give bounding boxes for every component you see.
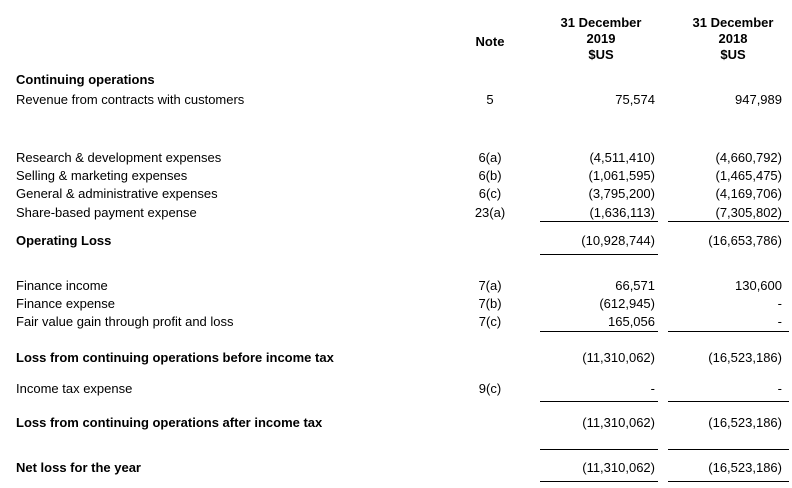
row-label-finance-expense: Finance expense xyxy=(16,296,116,311)
header-2019-currency: $US xyxy=(588,47,614,62)
row-label-selling-marketing: Selling & marketing expenses xyxy=(16,168,188,183)
row-value-2018-net-loss: (16,523,186) xyxy=(708,460,782,475)
row-value-2019-revenue: 75,574 xyxy=(615,92,655,107)
row-value-2018-revenue: 947,989 xyxy=(735,92,782,107)
row-value-2019-fair-value-gain: 165,056 xyxy=(608,314,655,329)
row-value-2019-selling-marketing: (1,061,595) xyxy=(588,168,655,183)
header-2019-year: 2019 xyxy=(586,31,616,46)
subtotal-rule-2018-operating xyxy=(668,221,789,222)
row-value-2019-research-development: (4,511,410) xyxy=(589,150,655,165)
row-note-selling-marketing: 6(b) xyxy=(478,168,502,183)
row-value-2018-finance-expense: - xyxy=(777,296,782,311)
row-value-2018-share-based-payment: (7,305,802) xyxy=(715,205,782,220)
row-value-2018-research-development: (4,660,792) xyxy=(715,150,782,165)
row-value-2018-loss-before-tax: (16,523,186) xyxy=(708,350,782,365)
row-value-2018-general-administrative: (4,169,706) xyxy=(715,186,782,201)
subtotal-rule-2018-net-loss xyxy=(668,449,789,450)
row-note-share-based-payment: 23(a) xyxy=(474,205,506,220)
subtotal-rule-2019-before-tax xyxy=(540,331,658,332)
row-value-2019-loss-before-tax: (11,310,062) xyxy=(582,350,655,365)
row-label-finance-income: Finance income xyxy=(16,278,108,293)
subtotal-rule-2018-before-tax xyxy=(668,331,789,332)
row-note-general-administrative: 6(c) xyxy=(478,186,502,201)
row-label-general-administrative: General & administrative expenses xyxy=(16,186,218,201)
row-value-2018-fair-value-gain: - xyxy=(777,314,782,329)
row-note-fair-value-gain: 7(c) xyxy=(478,314,502,329)
section-heading-continuing-operations: Continuing operations xyxy=(16,72,155,87)
row-value-2019-finance-income: 66,571 xyxy=(615,278,655,293)
row-value-2019-general-administrative: (3,795,200) xyxy=(588,186,655,201)
row-label-share-based-payment: Share-based payment expense xyxy=(16,205,197,220)
row-note-income-tax: 9(c) xyxy=(478,381,502,396)
subtotal-rule-2018-after-tax xyxy=(668,401,789,402)
subtotal-rule-2019-net-loss xyxy=(540,449,658,450)
header-2018-line1: 31 December xyxy=(692,15,774,30)
row-label-loss-before-tax: Loss from continuing operations before income tax xyxy=(16,350,334,365)
header-2018-currency: $US xyxy=(720,47,746,62)
row-label-fair-value-gain: Fair value gain through profit and loss xyxy=(16,314,234,329)
total-rule-2019-net-loss xyxy=(540,481,658,482)
subtotal-rule-2019-operating xyxy=(540,221,658,222)
row-label-income-tax: Income tax expense xyxy=(16,381,133,396)
row-label-research-development: Research & development expenses xyxy=(16,150,222,165)
row-note-finance-income: 7(a) xyxy=(478,278,502,293)
row-value-2019-operating-loss: (10,928,744) xyxy=(581,233,655,248)
header-2019-line1: 31 December xyxy=(560,15,642,30)
row-note-revenue: 5 xyxy=(486,92,494,107)
row-note-research-development: 6(a) xyxy=(478,150,502,165)
row-value-2018-selling-marketing: (1,465,475) xyxy=(715,168,782,183)
row-value-2019-finance-expense: (612,945) xyxy=(599,296,655,311)
row-value-2018-operating-loss: (16,653,786) xyxy=(708,233,782,248)
row-value-2018-income-tax: - xyxy=(777,381,782,396)
rule-2019-after-operating-loss xyxy=(540,254,658,255)
row-label-operating-loss: Operating Loss xyxy=(16,233,112,248)
row-value-2018-finance-income: 130,600 xyxy=(735,278,782,293)
column-header-2019 xyxy=(538,15,664,63)
row-note-finance-expense: 7(b) xyxy=(478,296,502,311)
row-label-revenue: Revenue from contracts with customers xyxy=(16,92,245,107)
row-value-2019-loss-after-tax: (11,310,062) xyxy=(582,415,655,430)
row-value-2019-income-tax: - xyxy=(650,381,655,396)
total-rule-2018-net-loss xyxy=(668,481,789,482)
row-label-net-loss: Net loss for the year xyxy=(16,460,141,475)
row-label-loss-after-tax: Loss from continuing operations after income tax xyxy=(16,415,323,430)
subtotal-rule-2019-after-tax xyxy=(540,401,658,402)
note-column-header: Note xyxy=(475,34,505,49)
row-value-2019-share-based-payment: (1,636,113) xyxy=(589,205,655,220)
row-value-2018-loss-after-tax: (16,523,186) xyxy=(708,415,782,430)
header-2018-year: 2018 xyxy=(718,31,748,46)
row-value-2019-net-loss: (11,310,062) xyxy=(582,460,655,475)
column-header-2018 xyxy=(670,15,792,63)
